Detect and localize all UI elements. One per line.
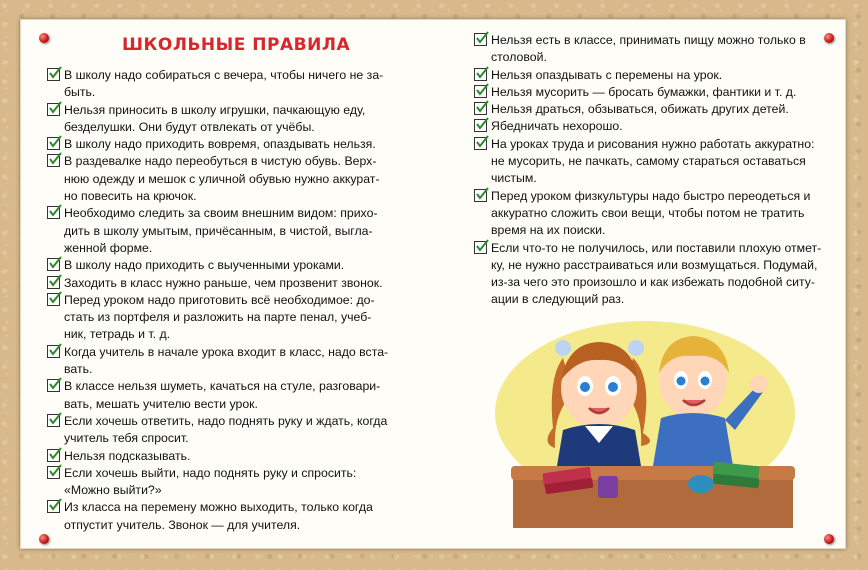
checked-box-icon bbox=[47, 258, 60, 271]
rule-line: Если хочешь выйти, надо поднять руку и спросить: bbox=[64, 465, 357, 480]
rule-line: Если что-то не получилось, или поставили плохую отмет- bbox=[491, 240, 822, 255]
rule-line: В школу надо приходить с выученными уроками. bbox=[64, 258, 345, 273]
rule-line: аккуратно сложить свои вещи, чтобы потом не тратить bbox=[491, 205, 805, 220]
checked-box-icon bbox=[47, 276, 60, 289]
rule-line: безделушки. Они будут отвлекать от учёбы. bbox=[64, 119, 315, 134]
rule-line: Нельзя драться, обзываться, обижать других детей. bbox=[491, 102, 789, 117]
rule-line: Перед уроком надо приготовить всё необходимое: до- bbox=[64, 292, 375, 307]
rule-item bbox=[474, 84, 826, 101]
rule-line: из-за чего это произошло и как избежать подобной ситу- bbox=[491, 275, 815, 290]
page-title: ШКОЛЬНЫЕ ПРАВИЛА bbox=[122, 35, 351, 55]
rule-line: Ябедничать нехорошо. bbox=[491, 119, 623, 134]
checked-box-icon bbox=[474, 102, 487, 115]
checked-box-icon bbox=[474, 137, 487, 150]
checked-box-icon bbox=[47, 345, 60, 358]
rule-line: дить в школу умытым, причёсанным, в чистой, выгла- bbox=[64, 223, 373, 238]
rule-line: Нельзя приносить в школу игрушки, пачкающую еду, bbox=[64, 102, 366, 117]
children-at-desk-illustration bbox=[493, 318, 798, 528]
rule-item bbox=[47, 205, 390, 257]
rule-line: Нельзя опаздывать с перемены на урок. bbox=[491, 67, 723, 82]
rule-line: ник, тетрадь и т. д. bbox=[64, 327, 171, 342]
right-rules-column bbox=[474, 32, 826, 309]
pushpin-icon bbox=[824, 534, 834, 544]
rule-line: Перед уроком физкультуры надо быстро переодеться и bbox=[491, 188, 811, 203]
checked-box-icon bbox=[47, 293, 60, 306]
rule-item bbox=[474, 118, 826, 135]
rule-item bbox=[47, 378, 390, 413]
checked-box-icon bbox=[47, 414, 60, 427]
rule-item bbox=[47, 136, 390, 153]
rule-line: Необходимо следить за своим внешним видом: прихо- bbox=[64, 206, 378, 221]
rule-item bbox=[474, 32, 826, 67]
checked-box-icon bbox=[474, 33, 487, 46]
pushpin-icon bbox=[39, 33, 49, 43]
rule-item bbox=[474, 101, 826, 118]
checked-box-icon bbox=[47, 68, 60, 81]
rule-line: В классе нельзя шуметь, качаться на стуле, разговари- bbox=[64, 379, 381, 394]
rule-line: учитель тебя спросит. bbox=[64, 431, 189, 446]
rule-item bbox=[47, 153, 390, 205]
rule-line: Из класса на перемену можно выходить, только когда bbox=[64, 500, 373, 515]
checked-box-icon bbox=[47, 379, 60, 392]
pushpin-icon bbox=[39, 534, 49, 544]
rule-line: Нельзя есть в классе, принимать пищу можно только в bbox=[491, 33, 806, 47]
checked-box-icon bbox=[474, 85, 487, 98]
left-rules-column bbox=[47, 67, 390, 534]
checked-box-icon bbox=[474, 68, 487, 81]
rule-item bbox=[47, 413, 390, 448]
rule-line: быть. bbox=[64, 85, 96, 100]
checked-box-icon bbox=[47, 500, 60, 513]
rule-line: но повесить на крючок. bbox=[64, 189, 197, 204]
rule-line: Когда учитель в начале урока входит в класс, надо вста- bbox=[64, 344, 389, 359]
checked-box-icon bbox=[47, 154, 60, 167]
checked-box-icon bbox=[474, 241, 487, 254]
rule-line: В раздевалке надо переобуться в чистую обувь. Верх- bbox=[64, 154, 377, 169]
rule-line: отпустит учитель. Звонок — для учителя. bbox=[64, 517, 301, 532]
rule-item bbox=[47, 102, 390, 137]
rule-item bbox=[47, 344, 390, 379]
rule-line: На уроках труда и рисования нужно работать аккуратно: bbox=[491, 136, 815, 151]
rule-item bbox=[47, 67, 390, 102]
rule-item bbox=[47, 292, 390, 344]
rule-line: не мусорить, не пачкать, самому стараться оставаться bbox=[491, 154, 806, 169]
rule-line: вать, мешать учителю вести урок. bbox=[64, 396, 258, 411]
rule-item bbox=[474, 240, 826, 309]
checked-box-icon bbox=[47, 466, 60, 479]
rule-item bbox=[474, 136, 826, 188]
rule-line: столовой. bbox=[491, 50, 547, 65]
checked-box-icon bbox=[47, 137, 60, 150]
rule-line: В школу надо приходить вовремя, опаздывать нельзя. bbox=[64, 137, 376, 152]
rule-line: Нельзя мусорить — бросать бумажки, фантики и т. д. bbox=[491, 84, 797, 99]
rule-line: «Можно выйти?» bbox=[64, 483, 162, 498]
checked-box-icon bbox=[474, 119, 487, 132]
rule-item bbox=[47, 499, 390, 534]
rule-line: Нельзя подсказывать. bbox=[64, 448, 191, 463]
rule-line: ку, не нужно расстраиваться или возмущаться. Подумай, bbox=[491, 257, 818, 272]
rule-item bbox=[47, 465, 390, 500]
rule-item bbox=[47, 448, 390, 465]
rule-line: Если хочешь ответить, надо поднять руку и ждать, когда bbox=[64, 413, 388, 428]
rule-line: женной форме. bbox=[64, 240, 153, 255]
checked-box-icon bbox=[47, 103, 60, 116]
rule-line: чистым. bbox=[491, 171, 537, 186]
rule-line: вать. bbox=[64, 362, 93, 377]
rule-line: время на их поиски. bbox=[491, 223, 606, 238]
rule-item bbox=[47, 275, 390, 292]
checked-box-icon bbox=[474, 189, 487, 202]
rule-item bbox=[47, 257, 390, 274]
rule-item bbox=[474, 188, 826, 240]
checked-box-icon bbox=[47, 449, 60, 462]
rule-line: ации в следующий раз. bbox=[491, 292, 625, 307]
rule-line: стать из портфеля и разложить на парте пенал, учеб- bbox=[64, 310, 372, 325]
rule-line: В школу надо собираться с вечера, чтобы ничего не за- bbox=[64, 68, 384, 82]
rule-item bbox=[474, 67, 826, 84]
checked-box-icon bbox=[47, 206, 60, 219]
rule-line: нюю одежду и мешок с уличной обувью нужно аккурат- bbox=[64, 171, 380, 186]
rule-line: Заходить в класс нужно раньше, чем прозвенит звонок. bbox=[64, 275, 383, 290]
